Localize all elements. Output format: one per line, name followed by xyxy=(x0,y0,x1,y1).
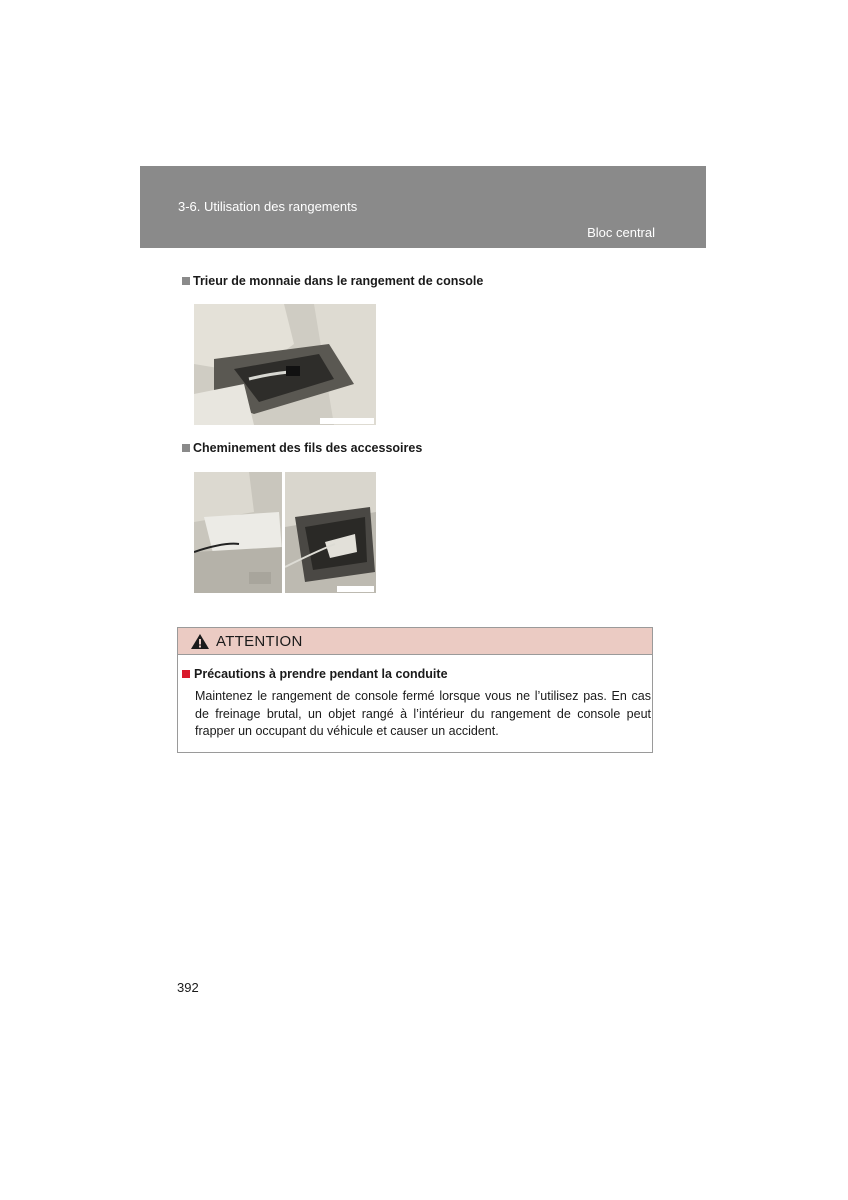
caution-box xyxy=(177,627,653,753)
photo-coin-holder xyxy=(194,304,376,425)
subsection-heading-coin-holder xyxy=(182,274,483,288)
square-bullet-icon xyxy=(182,670,190,678)
section-title: 3-6. Utilisation des rangements xyxy=(178,199,358,214)
photo-cable-routing-right xyxy=(285,472,376,593)
warning-triangle-icon xyxy=(190,633,210,650)
page-number: 392 xyxy=(177,980,199,995)
square-bullet-icon xyxy=(182,277,190,285)
caution-subheading xyxy=(182,667,448,681)
page-header xyxy=(140,166,706,248)
photo-cable-routing-left xyxy=(194,472,282,593)
caution-title: ATTENTION xyxy=(216,632,303,650)
subsection-heading-cable-routing xyxy=(182,441,422,455)
square-bullet-icon xyxy=(182,444,190,452)
subsection-title: Trieur de monnaie dans le rangement de console xyxy=(193,274,484,288)
caution-body: Maintenez le rangement de console fermé lorsque vous ne l’utilisez pas. En cas de freinage brutal, un objet rangé à l’intérieur du rangement de console peut frapper un occupant du véhicule et causer un accident. xyxy=(195,689,651,738)
subsection-title: Cheminement des fils des accessoires xyxy=(193,441,423,455)
chapter-title: Bloc central xyxy=(587,225,655,240)
caution-header xyxy=(178,628,652,655)
caution-subtitle: Précautions à prendre pendant la conduite xyxy=(194,667,448,681)
